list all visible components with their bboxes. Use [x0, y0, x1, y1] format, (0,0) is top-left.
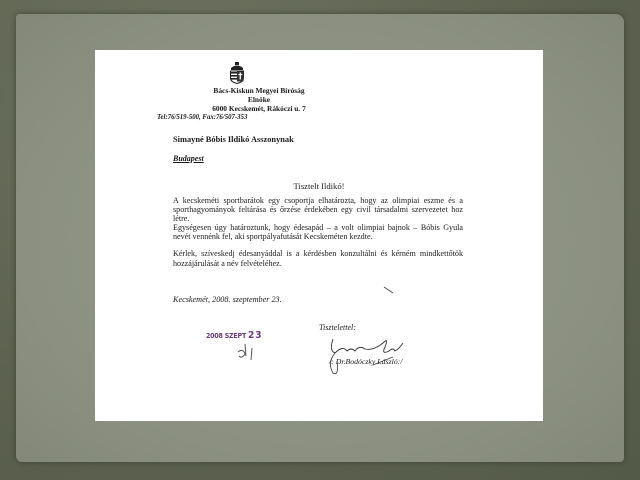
stamp-day: 23: [248, 330, 263, 341]
handwritten-mark: [235, 340, 265, 362]
office-title: Elnöke: [247, 95, 271, 104]
signer-name: /: Dr.Bodóczky László:/: [329, 357, 403, 366]
paragraph: A kecskeméti sportbarátok egy csoportja elhatározta, hogy az olimpiai eszme és a sporthagyományok feltárása és őrzése érdekében egy civil társadalmi szervezetet hoz létre.: [173, 196, 463, 224]
org-name: Bács-Kiskun Megyei Bíróság: [213, 86, 305, 95]
stamp-text: 2008 SZEPT: [206, 332, 247, 340]
date-line: Kecskemét, 2008. szeptember 23.: [173, 295, 282, 304]
recipient-city: Budapest: [173, 154, 204, 163]
letter-page: [95, 50, 543, 421]
pen-mark: [383, 286, 395, 294]
contact-line: Tel:76/519-500, Fax:76/507-353: [157, 114, 248, 121]
letter-body: [173, 196, 463, 268]
closing: Tisztelettel:: [319, 323, 356, 332]
paragraph: Kérlek, szíveskedj édesanyáddal is a kérdésben konzultálni és kérném mindkettőtök hozzájárulását a név felvételéhez.: [173, 249, 463, 268]
recipient: Simayné Bóbis Ildikó Asszonynak: [173, 135, 294, 144]
salutation: Tisztelt Ildikó!: [293, 181, 345, 191]
paragraph: Egységesen úgy határoztunk, hogy édesapád – a volt olimpiai bajnok – Bóbis Gyula nevét vennénk fel, aki sportpályafutását Kecskeméten kezdte.: [173, 223, 463, 242]
letterhead: [159, 86, 359, 122]
hungarian-coat-of-arms-icon: [229, 62, 245, 84]
signature: [323, 333, 433, 379]
address: 6000 Kecskemét, Rákóczi u. 7: [212, 104, 306, 113]
